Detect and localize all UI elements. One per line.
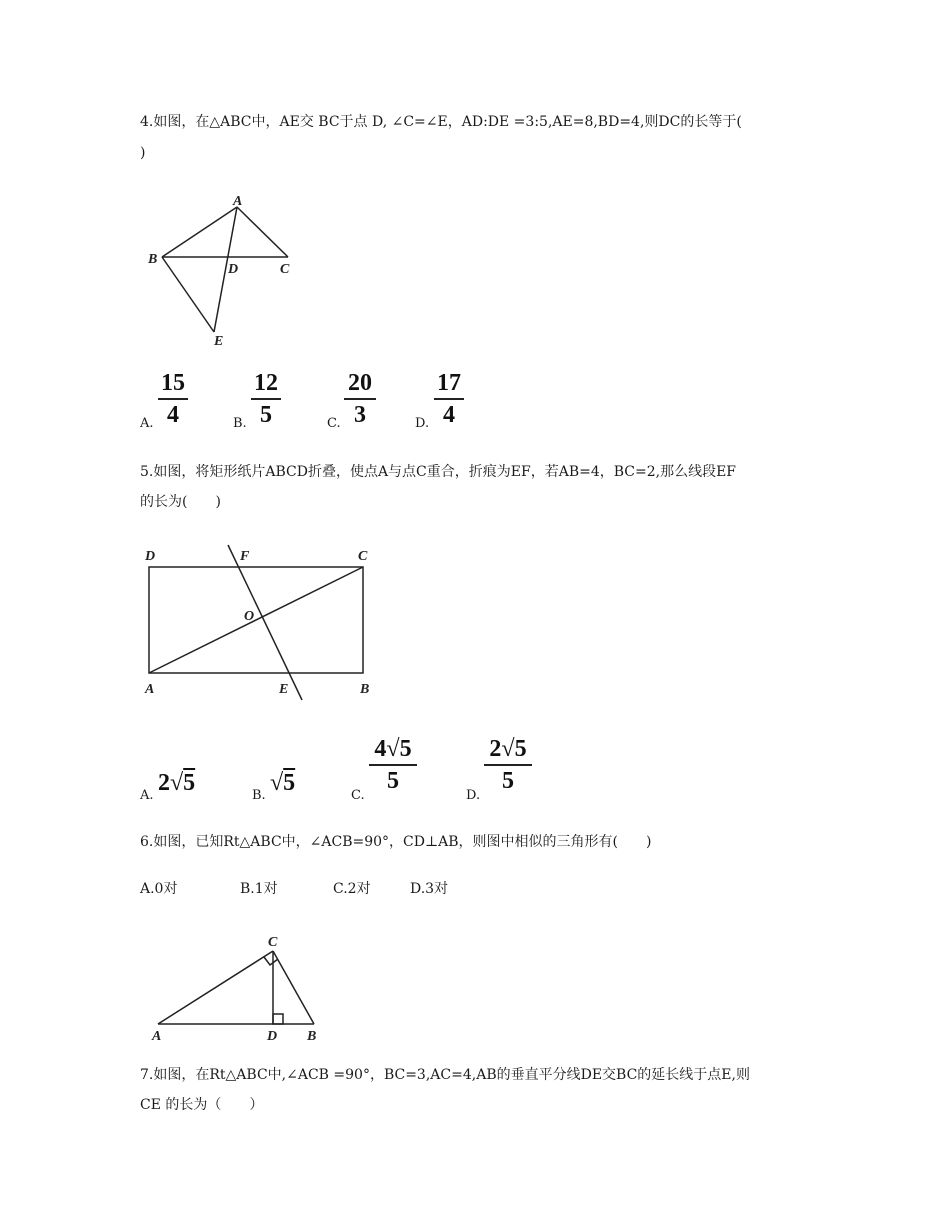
q4-label-b: B — [148, 252, 158, 267]
q4-option-c-fraction — [344, 370, 376, 428]
q5-label-d: D — [145, 549, 156, 564]
q5-label-a: A — [145, 682, 155, 697]
q5-option-b-letter[interactable]: B. — [252, 788, 266, 803]
q5-option-c-letter[interactable]: C. — [351, 788, 365, 803]
q5-label-o: O — [244, 609, 255, 624]
q6-label-c: C — [268, 935, 278, 950]
q4-label-e: E — [214, 334, 224, 349]
q7-text-line2: CE 的长为（ ） — [140, 1097, 264, 1113]
q5-option-d-coef: 2 — [489, 736, 502, 762]
q6-text-line1: 6.如图，已知Rt△ABC中，∠ACB=90°，CD⊥AB，则图中相似的三角形有( ) — [140, 834, 652, 850]
q5-figure — [140, 540, 390, 710]
q6-option-b[interactable]: B.1对 — [240, 881, 278, 897]
q6-option-d[interactable]: D.3对 — [410, 881, 449, 897]
q4-option-c-den: 3 — [354, 402, 366, 428]
q5-option-b-radical: √5 — [270, 770, 296, 796]
q4-option-d-letter[interactable]: D. — [415, 416, 430, 431]
q6-option-a[interactable]: A.0对 — [140, 881, 178, 897]
q6-figure — [140, 930, 330, 1045]
q5-option-b-radicand: 5 — [283, 770, 296, 796]
q5-label-c: C — [358, 549, 368, 564]
q5-option-c-num: 4√5 — [374, 736, 412, 762]
q4-option-b-den: 5 — [260, 402, 272, 428]
q4-option-b-num: 12 — [254, 370, 278, 396]
q4-option-a-num: 15 — [161, 370, 185, 396]
q5-option-d-radicand: 5 — [514, 736, 527, 762]
q5-option-c-fraction — [369, 736, 417, 794]
q4-option-b-letter[interactable]: B. — [233, 416, 247, 431]
q5-option-a-radicand: 5 — [183, 770, 196, 796]
q5-option-a-coef: 2 — [158, 770, 170, 796]
q4-option-d-den: 4 — [443, 402, 455, 428]
q5-option-d-fraction — [484, 736, 532, 794]
q4-option-a-den: 4 — [167, 402, 179, 428]
q4-option-c-letter[interactable]: C. — [327, 416, 341, 431]
q4-option-b-fraction — [251, 370, 281, 428]
q5-label-e: E — [279, 682, 289, 697]
q4-label-c: C — [280, 262, 290, 277]
q5-option-c-coef: 4 — [374, 736, 387, 762]
q4-option-a-fraction — [158, 370, 188, 428]
q4-option-a-letter[interactable]: A. — [140, 416, 154, 431]
q4-text-line1: 4.如图，在△ABC中，AE交 BC于点 D, ∠C=∠E，AD:DE =3:5,AE=8,BD=4,则DC的长等于( — [140, 114, 742, 130]
q5-option-d-letter[interactable]: D. — [466, 788, 481, 803]
q4-option-d-num: 17 — [437, 370, 461, 396]
q7-text-line1: 7.如图，在Rt△ABC中,∠ACB =90°，BC=3,AC=4,AB的垂直平分线DE交BC的延长线于点E,则 — [140, 1067, 750, 1083]
q5-label-f: F — [240, 549, 250, 564]
q4-option-c-num: 20 — [348, 370, 372, 396]
q4-text-line2: ) — [140, 145, 146, 161]
q6-label-a: A — [152, 1029, 162, 1044]
q5-option-d-num: 2√5 — [489, 736, 527, 762]
q5-option-a-letter[interactable]: A. — [140, 788, 154, 803]
q5-option-c-den: 5 — [387, 768, 399, 794]
q4-label-d: D — [228, 262, 239, 277]
q6-label-d: D — [267, 1029, 278, 1044]
q5-option-a-radical: 2√5 — [158, 770, 196, 796]
q5-option-c-radicand: 5 — [399, 736, 412, 762]
q5-label-b: B — [360, 682, 370, 697]
q4-option-d-fraction — [434, 370, 464, 428]
q6-option-c[interactable]: C.2对 — [333, 881, 371, 897]
q5-text-line2: 的长为( ) — [140, 494, 221, 510]
q4-label-a: A — [233, 194, 243, 209]
q5-option-d-den: 5 — [502, 768, 514, 794]
q6-label-b: B — [307, 1029, 317, 1044]
q5-text-line1: 5.如图，将矩形纸片ABCD折叠，使点A与点C重合，折痕为EF，若AB=4，BC=2,那么线段EF — [140, 464, 737, 480]
q4-figure — [140, 190, 310, 350]
